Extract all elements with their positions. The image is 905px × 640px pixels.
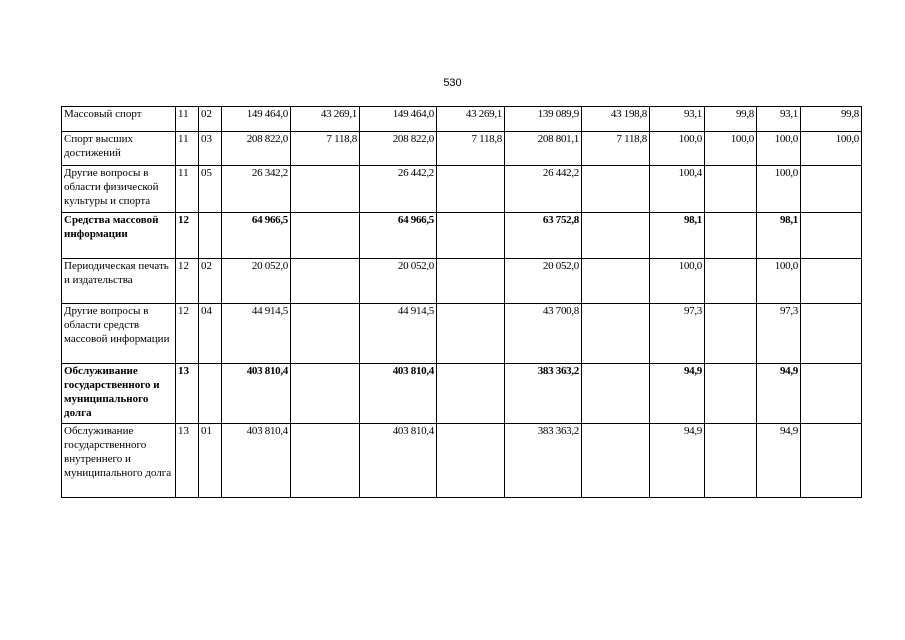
percent-cell: 93,1 xyxy=(757,107,801,132)
percent-cell: 100,0 xyxy=(801,132,862,166)
section-code: 12 xyxy=(176,213,199,259)
value-cell: 20 052,0 xyxy=(505,259,582,304)
value-cell: 43 700,8 xyxy=(505,304,582,364)
value-cell xyxy=(291,364,360,424)
subsection-code: 04 xyxy=(199,304,222,364)
value-cell: 403 810,4 xyxy=(360,364,437,424)
subsection-code: 02 xyxy=(199,107,222,132)
value-cell: 7 118,8 xyxy=(582,132,650,166)
section-code: 13 xyxy=(176,364,199,424)
row-name: Периодическая печать и издательства xyxy=(62,259,176,304)
table-row xyxy=(62,304,862,364)
value-cell: 43 198,8 xyxy=(582,107,650,132)
value-cell xyxy=(291,259,360,304)
value-cell: 208 822,0 xyxy=(222,132,291,166)
page-number: 530 xyxy=(443,77,462,89)
value-cell: 383 363,2 xyxy=(505,364,582,424)
table-row xyxy=(62,424,862,498)
percent-cell: 100,0 xyxy=(757,132,801,166)
value-cell xyxy=(291,166,360,213)
percent-cell: 100,0 xyxy=(650,259,705,304)
value-cell xyxy=(582,213,650,259)
subsection-code: 02 xyxy=(199,259,222,304)
percent-cell: 100,0 xyxy=(757,259,801,304)
row-name: Массовый спорт xyxy=(62,107,176,132)
section-code: 11 xyxy=(176,107,199,132)
table-row xyxy=(62,259,862,304)
value-cell xyxy=(582,424,650,498)
value-cell: 208 801,1 xyxy=(505,132,582,166)
row-name: Средства массовой информации xyxy=(62,213,176,259)
value-cell: 43 269,1 xyxy=(291,107,360,132)
value-cell: 403 810,4 xyxy=(360,424,437,498)
percent-cell xyxy=(705,213,757,259)
percent-cell xyxy=(801,166,862,213)
value-cell: 7 118,8 xyxy=(291,132,360,166)
row-name: Спорт высших достижений xyxy=(62,132,176,166)
value-cell xyxy=(437,364,505,424)
percent-cell: 94,9 xyxy=(650,424,705,498)
percent-cell xyxy=(705,259,757,304)
value-cell: 208 822,0 xyxy=(360,132,437,166)
percent-cell xyxy=(801,213,862,259)
subsection-code: 01 xyxy=(199,424,222,498)
subsection-code: 05 xyxy=(199,166,222,213)
value-cell: 64 966,5 xyxy=(222,213,291,259)
percent-cell: 93,1 xyxy=(650,107,705,132)
value-cell: 44 914,5 xyxy=(360,304,437,364)
percent-cell: 94,9 xyxy=(650,364,705,424)
value-cell xyxy=(437,304,505,364)
subsection-code xyxy=(199,213,222,259)
percent-cell xyxy=(705,364,757,424)
subsection-code xyxy=(199,364,222,424)
percent-cell: 100,4 xyxy=(650,166,705,213)
value-cell xyxy=(437,424,505,498)
percent-cell: 99,8 xyxy=(801,107,862,132)
table-row xyxy=(62,132,862,166)
percent-cell xyxy=(705,166,757,213)
percent-cell: 99,8 xyxy=(705,107,757,132)
value-cell: 20 052,0 xyxy=(360,259,437,304)
row-name: Обслуживание государственного и муниципального долга xyxy=(62,364,176,424)
value-cell: 403 810,4 xyxy=(222,364,291,424)
percent-cell: 100,0 xyxy=(650,132,705,166)
percent-cell: 98,1 xyxy=(757,213,801,259)
table-row xyxy=(62,213,862,259)
percent-cell xyxy=(801,259,862,304)
value-cell xyxy=(291,304,360,364)
table-row xyxy=(62,166,862,213)
percent-cell: 100,0 xyxy=(757,166,801,213)
value-cell: 383 363,2 xyxy=(505,424,582,498)
row-name: Обслуживание государственного внутреннего и муниципального долга xyxy=(62,424,176,498)
value-cell: 7 118,8 xyxy=(437,132,505,166)
section-code: 11 xyxy=(176,132,199,166)
value-cell: 26 442,2 xyxy=(505,166,582,213)
value-cell xyxy=(582,166,650,213)
value-cell xyxy=(437,166,505,213)
value-cell: 149 464,0 xyxy=(360,107,437,132)
value-cell: 26 342,2 xyxy=(222,166,291,213)
value-cell xyxy=(437,259,505,304)
value-cell: 64 966,5 xyxy=(360,213,437,259)
percent-cell: 94,9 xyxy=(757,364,801,424)
subsection-code: 03 xyxy=(199,132,222,166)
section-code: 13 xyxy=(176,424,199,498)
value-cell xyxy=(437,213,505,259)
value-cell: 139 089,9 xyxy=(505,107,582,132)
section-code: 12 xyxy=(176,304,199,364)
percent-cell: 98,1 xyxy=(650,213,705,259)
percent-cell xyxy=(801,364,862,424)
value-cell: 403 810,4 xyxy=(222,424,291,498)
value-cell: 63 752,8 xyxy=(505,213,582,259)
table-row xyxy=(62,107,862,132)
value-cell: 44 914,5 xyxy=(222,304,291,364)
percent-cell xyxy=(705,424,757,498)
value-cell xyxy=(582,259,650,304)
section-code: 12 xyxy=(176,259,199,304)
value-cell: 149 464,0 xyxy=(222,107,291,132)
table-row xyxy=(62,364,862,424)
value-cell xyxy=(582,304,650,364)
value-cell: 43 269,1 xyxy=(437,107,505,132)
percent-cell: 94,9 xyxy=(757,424,801,498)
percent-cell xyxy=(801,304,862,364)
section-code: 11 xyxy=(176,166,199,213)
percent-cell: 97,3 xyxy=(757,304,801,364)
percent-cell xyxy=(801,424,862,498)
percent-cell xyxy=(705,304,757,364)
value-cell: 20 052,0 xyxy=(222,259,291,304)
budget-table xyxy=(61,106,862,498)
value-cell xyxy=(291,424,360,498)
row-name: Другие вопросы в области средств массовой информации xyxy=(62,304,176,364)
value-cell xyxy=(291,213,360,259)
value-cell: 26 442,2 xyxy=(360,166,437,213)
percent-cell: 100,0 xyxy=(705,132,757,166)
percent-cell: 97,3 xyxy=(650,304,705,364)
value-cell xyxy=(582,364,650,424)
row-name: Другие вопросы в области физической культуры и спорта xyxy=(62,166,176,213)
